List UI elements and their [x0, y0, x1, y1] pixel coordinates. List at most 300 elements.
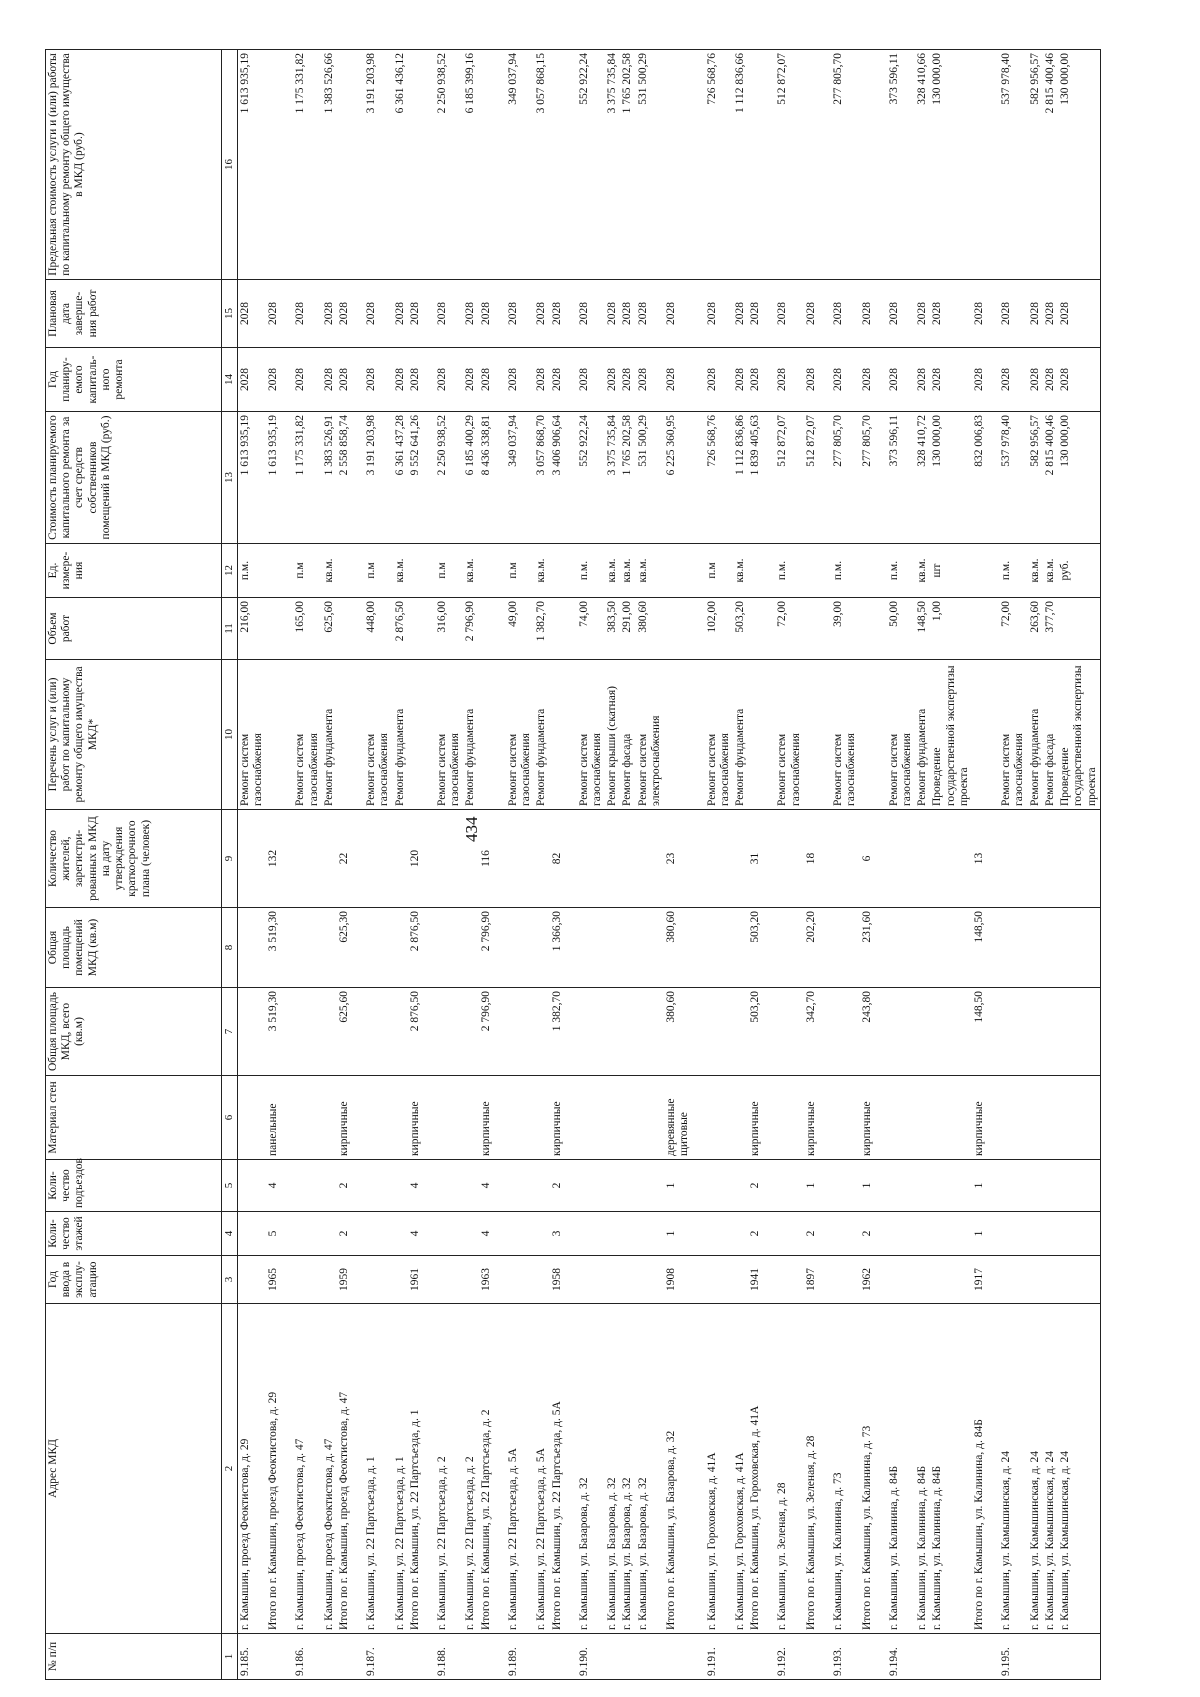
table-cell	[364, 1256, 392, 1304]
table-cell	[237, 988, 266, 1076]
table-cell	[408, 544, 423, 598]
table-cell: 2	[337, 1212, 352, 1256]
table-cell: 2028	[887, 280, 915, 348]
spacer-cell	[875, 1634, 887, 1680]
table-cell: 9.186.	[293, 1634, 321, 1680]
table-cell: 4	[479, 1160, 494, 1212]
table-cell	[930, 908, 972, 988]
table-cell: Ремонт систем газоснабжения	[705, 660, 733, 810]
table-cell: 148,50	[972, 908, 987, 988]
column-header: Общая площадь МКД, всего (кв.м)	[46, 988, 222, 1076]
table-cell: 1963	[479, 1256, 494, 1304]
table-cell: 3 375 735,84	[605, 412, 620, 544]
table-cell: 2028	[463, 280, 478, 348]
spacer-cell	[763, 598, 775, 660]
table-cell: Итого по г. Камышин, ул. 22 Партсъезда, д. 1	[408, 1304, 423, 1634]
spacer-cell	[281, 348, 293, 412]
table-cell	[322, 1212, 337, 1256]
table-cell	[999, 1256, 1027, 1304]
table-row	[337, 50, 352, 1680]
spacer-cell	[819, 660, 831, 810]
table-cell: п.м	[705, 544, 733, 598]
table-cell	[733, 1076, 748, 1160]
table-cell: Ремонт крыши (скатная)	[605, 660, 620, 810]
table-cell	[364, 1076, 392, 1160]
table-cell: г. Камышин, ул. Гороховская, д. 41А	[733, 1304, 748, 1634]
spacer-cell	[763, 544, 775, 598]
spacer-cell	[352, 1076, 364, 1160]
table-cell: 1 383 526,91	[322, 412, 337, 544]
table-cell	[733, 1212, 748, 1256]
spacer-cell	[875, 1212, 887, 1256]
table-cell: 9.195.	[999, 1634, 1027, 1680]
spacer-cell	[693, 1160, 705, 1212]
table-cell	[733, 1160, 748, 1212]
spacer-cell	[565, 348, 577, 412]
table-cell: Итого по г. Камышин, ул. Калинина, д. 73	[860, 1304, 875, 1634]
table-cell	[804, 50, 819, 280]
spacer-cell	[352, 598, 364, 660]
table-cell: 2 796,90	[463, 598, 478, 660]
table-cell: 9.189.	[506, 1634, 534, 1680]
spacer-cell	[494, 1634, 506, 1680]
spacer-cell	[494, 280, 506, 348]
table-cell: кв.м.	[463, 544, 478, 598]
table-row	[1028, 50, 1043, 1680]
spacer-cell	[693, 1212, 705, 1256]
spacer-cell	[987, 810, 999, 908]
column-header: Объем работ	[46, 598, 222, 660]
table-cell	[705, 988, 733, 1076]
table-cell: Итого по г. Камышин, ул. Гороховская, д. 41А	[748, 1304, 763, 1634]
row-spacer	[987, 50, 999, 1680]
table-cell	[506, 1212, 534, 1256]
table-cell: 2028	[999, 348, 1027, 412]
column-header: Количество жителей, зарегистри-рованных в МКД на дату утверждения краткосрочного плана (человек)	[46, 810, 222, 908]
table-cell	[506, 810, 534, 908]
table-cell	[408, 598, 423, 660]
table-cell: п.м	[435, 544, 463, 598]
table-cell: 3 191 203,98	[364, 412, 392, 544]
table-cell: 1 175 331,82	[293, 412, 321, 544]
table-cell: п.м.	[577, 544, 605, 598]
table-cell	[393, 1256, 408, 1304]
table-cell: кирпичные	[479, 1076, 494, 1160]
table-cell	[322, 908, 337, 988]
table-cell	[999, 988, 1027, 1076]
table-cell: 726 568,76	[705, 412, 733, 544]
column-number: 15	[222, 280, 238, 348]
table-cell	[748, 1634, 763, 1680]
spacer-cell	[281, 908, 293, 988]
page-number: 434	[462, 816, 481, 842]
table-cell	[748, 544, 763, 598]
table-cell: кирпичные	[972, 1076, 987, 1160]
table-cell: кв.м.	[915, 544, 930, 598]
table-cell: 2 876,50	[393, 598, 408, 660]
table-cell: 120	[408, 810, 423, 908]
table-row	[506, 50, 534, 1680]
spacer-cell	[763, 280, 775, 348]
spacer-cell	[693, 660, 705, 810]
table-cell	[860, 1634, 875, 1680]
spacer-cell	[875, 1160, 887, 1212]
table-cell: 625,30	[337, 908, 352, 988]
spacer-cell	[819, 50, 831, 280]
column-header: Предельная стоимость услуги и (или) работы по капитальному ремонту общего имущества в МКД (руб.)	[46, 50, 222, 280]
spacer-cell	[565, 1256, 577, 1304]
table-cell	[605, 1076, 620, 1160]
spacer-cell	[565, 1076, 577, 1160]
table-cell	[605, 1256, 620, 1304]
spacer-cell	[987, 660, 999, 810]
table-cell: Ремонт систем газоснабжения	[999, 660, 1027, 810]
table-cell: 4	[479, 1212, 494, 1256]
spacer-cell	[987, 1256, 999, 1304]
spacer-cell	[987, 598, 999, 660]
table-cell: 3 375 735,84	[605, 50, 620, 280]
spacer-cell	[423, 660, 435, 810]
table-cell: 9.188.	[435, 1634, 463, 1680]
table-cell	[1028, 908, 1043, 988]
table-cell: кирпичные	[550, 1076, 565, 1160]
spacer-cell	[423, 1304, 435, 1634]
table-cell	[393, 810, 408, 908]
table-cell	[322, 1256, 337, 1304]
table-cell: 2028	[999, 280, 1027, 348]
table-cell	[915, 1212, 930, 1256]
table-cell: 2028	[605, 348, 620, 412]
table-cell: 2 815 400,46	[1043, 412, 1058, 544]
table-cell: 6 361 436,12	[393, 50, 408, 280]
spacer-cell	[565, 1160, 577, 1212]
column-header: Материал стен	[46, 1076, 222, 1160]
table-cell: г. Камышин, ул. Калинина, д. 84Б	[915, 1304, 930, 1634]
table-row	[733, 50, 748, 1680]
table-cell: г. Камышин, ул. Базарова, д. 32	[636, 1304, 664, 1634]
table-cell: 2028	[636, 348, 664, 412]
table-cell	[775, 988, 803, 1076]
table-cell	[1028, 988, 1043, 1076]
table-cell	[322, 1634, 337, 1680]
table-cell: 2028	[364, 280, 392, 348]
table-row	[605, 50, 620, 1680]
table-cell: 1 382,70	[550, 988, 565, 1076]
table-cell	[620, 810, 635, 908]
table-cell	[605, 1160, 620, 1212]
table-cell	[463, 810, 478, 908]
table-cell	[620, 908, 635, 988]
table-cell	[322, 988, 337, 1076]
spacer-cell	[763, 1160, 775, 1212]
table-cell: 377,70	[1043, 598, 1058, 660]
table-cell: 2028	[322, 280, 337, 348]
spacer-cell	[693, 1634, 705, 1680]
table-cell: 1897	[804, 1256, 819, 1304]
spacer-cell	[987, 1304, 999, 1634]
table-cell: г. Камышин, ул. Камышинская, д. 24	[1058, 1304, 1100, 1634]
table-cell: 132	[266, 810, 281, 908]
table-row	[620, 50, 635, 1680]
table-cell	[364, 1212, 392, 1256]
table-cell	[463, 1634, 478, 1680]
spacer-cell	[565, 412, 577, 544]
table-cell: 1 112 836,66	[733, 50, 748, 280]
table-cell	[534, 1212, 549, 1256]
table-cell: 2028	[293, 348, 321, 412]
table-cell: 2	[550, 1160, 565, 1212]
spacer-cell	[423, 988, 435, 1076]
table-cell: 1	[972, 1160, 987, 1212]
table-cell: 3 519,30	[266, 988, 281, 1076]
table-cell: 2028	[887, 348, 915, 412]
table-cell	[237, 1212, 266, 1256]
table-cell: 72,00	[999, 598, 1027, 660]
table-cell: 2028	[1043, 348, 1058, 412]
table-cell: 2	[860, 1212, 875, 1256]
table-row	[887, 50, 915, 1680]
spacer-cell	[565, 988, 577, 1076]
table-cell: 537 978,40	[999, 50, 1027, 280]
table-cell: 2028	[705, 280, 733, 348]
spacer-cell	[423, 908, 435, 988]
table-cell: 263,60	[1028, 598, 1043, 660]
spacer-cell	[819, 348, 831, 412]
row-spacer	[763, 50, 775, 1680]
table-cell: 2028	[550, 348, 565, 412]
table-cell	[860, 660, 875, 810]
spacer-cell	[281, 1212, 293, 1256]
table-cell: 291,00	[620, 598, 635, 660]
spacer-cell	[281, 1304, 293, 1634]
table-cell	[831, 810, 859, 908]
spacer-cell	[423, 1256, 435, 1304]
spacer-cell	[693, 908, 705, 988]
spacer-cell	[281, 50, 293, 280]
table-cell: 349 037,94	[506, 50, 534, 280]
table-cell: 2028	[705, 348, 733, 412]
spacer-cell	[494, 598, 506, 660]
table-cell	[887, 1160, 915, 1212]
table-cell	[435, 1076, 463, 1160]
table-cell	[972, 598, 987, 660]
table-cell: 243,80	[860, 988, 875, 1076]
table-cell: 72,00	[775, 598, 803, 660]
table-cell	[463, 988, 478, 1076]
table-cell: 342,70	[804, 988, 819, 1076]
table-cell: 2028	[479, 348, 494, 412]
table-cell	[435, 988, 463, 1076]
table-cell: 6 185 400,29	[463, 412, 478, 544]
table-cell	[435, 1160, 463, 1212]
table-cell	[804, 1634, 819, 1680]
table-cell: п.м	[364, 544, 392, 598]
table-cell	[293, 1212, 321, 1256]
table-cell: 3 519,30	[266, 908, 281, 988]
table-cell: г. Камышин, ул. 22 Партсъезда, д. 1	[364, 1304, 392, 1634]
table-cell	[337, 544, 352, 598]
table-cell	[804, 660, 819, 810]
table-cell	[831, 1076, 859, 1160]
spacer-cell	[565, 50, 577, 280]
table-cell: 2028	[775, 348, 803, 412]
table-cell	[733, 908, 748, 988]
spacer-cell	[423, 280, 435, 348]
table-cell: 9.185.	[237, 1634, 266, 1680]
table-cell: Итого по г. Камышин, ул. Базарова, д. 32	[664, 1304, 692, 1634]
spacer-cell	[423, 50, 435, 280]
column-number: 2	[222, 1304, 238, 1634]
table-cell: г. Камышин, ул. 22 Партсъезда, д. 2	[435, 1304, 463, 1634]
table-cell	[636, 908, 664, 988]
table-cell: 2028	[577, 348, 605, 412]
spacer-cell	[763, 1212, 775, 1256]
spacer-cell	[875, 348, 887, 412]
table-cell	[620, 1160, 635, 1212]
table-cell	[322, 1160, 337, 1212]
table-cell	[999, 810, 1027, 908]
spacer-cell	[763, 1076, 775, 1160]
table-cell	[748, 598, 763, 660]
table-cell	[1028, 1160, 1043, 1212]
table-cell	[322, 810, 337, 908]
table-row	[664, 50, 692, 1680]
spacer-cell	[565, 1212, 577, 1256]
table-cell	[887, 908, 915, 988]
table-cell	[605, 908, 620, 988]
table-cell: Ремонт систем газоснабжения	[831, 660, 859, 810]
table-cell: 2028	[1058, 280, 1100, 348]
table-cell: Ремонт фундамента	[393, 660, 408, 810]
spacer-cell	[281, 544, 293, 598]
table-cell	[705, 1160, 733, 1212]
table-body	[237, 50, 1100, 1680]
spacer-cell	[423, 1160, 435, 1212]
table-cell	[887, 1076, 915, 1160]
table-cell	[887, 1256, 915, 1304]
table-cell	[775, 1256, 803, 1304]
table-cell	[1043, 1634, 1058, 1680]
table-cell: 2028	[972, 348, 987, 412]
table-cell	[887, 1212, 915, 1256]
table-cell: 74,00	[577, 598, 605, 660]
spacer-cell	[494, 1304, 506, 1634]
table-cell	[972, 544, 987, 598]
spacer-cell	[875, 1076, 887, 1160]
table-cell: 2028	[337, 280, 352, 348]
spacer-cell	[352, 1634, 364, 1680]
table-cell: 328 410,66	[915, 50, 930, 280]
spacer-cell	[281, 1634, 293, 1680]
spacer-cell	[819, 810, 831, 908]
table-cell: п.м.	[831, 544, 859, 598]
table-row	[1058, 50, 1100, 1680]
spacer-cell	[281, 810, 293, 908]
row-spacer	[494, 50, 506, 1680]
table-cell: 2	[748, 1160, 763, 1212]
table-cell: 2028	[577, 280, 605, 348]
spacer-cell	[819, 412, 831, 544]
table-cell	[636, 1076, 664, 1160]
table-row	[972, 50, 987, 1680]
table-cell	[506, 1160, 534, 1212]
table-cell	[775, 1160, 803, 1212]
table-cell: 130 000,00	[930, 50, 972, 280]
table-cell: 1 613 935,19	[266, 412, 281, 544]
table-cell	[506, 908, 534, 988]
table-cell	[915, 988, 930, 1076]
table-cell: 1917	[972, 1256, 987, 1304]
table-cell: 2028	[733, 348, 748, 412]
table-cell	[775, 1076, 803, 1160]
table-cell: Проведение государственной экспертизы проекта	[1058, 660, 1100, 810]
column-number: 5	[222, 1160, 238, 1212]
table-cell	[733, 1634, 748, 1680]
table-cell	[775, 1212, 803, 1256]
table-cell	[705, 908, 733, 988]
spacer-cell	[494, 544, 506, 598]
spacer-cell	[763, 1304, 775, 1634]
table-cell: г. Камышин, ул. Базарова, д. 32	[605, 1304, 620, 1634]
table-cell: 2 876,50	[408, 988, 423, 1076]
table-cell	[408, 50, 423, 280]
table-cell: 2028	[435, 280, 463, 348]
table-cell: 130 000,00	[930, 412, 972, 544]
table-row	[748, 50, 763, 1680]
table-cell	[705, 1256, 733, 1304]
table-cell	[915, 810, 930, 908]
spacer-cell	[875, 988, 887, 1076]
spacer-cell	[987, 280, 999, 348]
table-header	[46, 50, 238, 1680]
table-cell	[534, 1634, 549, 1680]
table-cell: Ремонт фундамента	[463, 660, 478, 810]
table-cell	[534, 810, 549, 908]
spacer-cell	[494, 1256, 506, 1304]
table-row	[705, 50, 733, 1680]
table-cell	[435, 908, 463, 988]
table-cell: г. Камышин, ул. 22 Партсъезда, д. 5А	[506, 1304, 534, 1634]
table-cell: 2028	[664, 280, 692, 348]
table-cell	[1043, 908, 1058, 988]
table-cell: г. Камышин, ул. Калинина, д. 84Б	[887, 1304, 915, 1634]
table-cell	[364, 810, 392, 908]
table-cell: руб.	[1058, 544, 1100, 598]
table-cell	[636, 1212, 664, 1256]
table-cell	[479, 544, 494, 598]
table-cell: 3	[550, 1212, 565, 1256]
table-row	[393, 50, 408, 1680]
table-cell: кирпичные	[337, 1076, 352, 1160]
spacer-cell	[352, 1212, 364, 1256]
table-cell	[463, 1160, 478, 1212]
spacer-cell	[352, 348, 364, 412]
table-cell: 2028	[664, 348, 692, 412]
table-row	[577, 50, 605, 1680]
table-cell	[550, 598, 565, 660]
table-cell: п.м.	[237, 544, 266, 598]
table-cell: г. Камышин, ул. Камышинская, д. 24	[999, 1304, 1027, 1634]
table-row	[804, 50, 819, 1680]
spacer-cell	[565, 660, 577, 810]
column-number: 11	[222, 598, 238, 660]
table-cell: кв.м.	[636, 544, 664, 598]
table-cell: 2	[804, 1212, 819, 1256]
table-cell: п.м.	[887, 544, 915, 598]
table-cell	[393, 1634, 408, 1680]
table-cell: 2 876,50	[408, 908, 423, 988]
spacer-cell	[494, 988, 506, 1076]
